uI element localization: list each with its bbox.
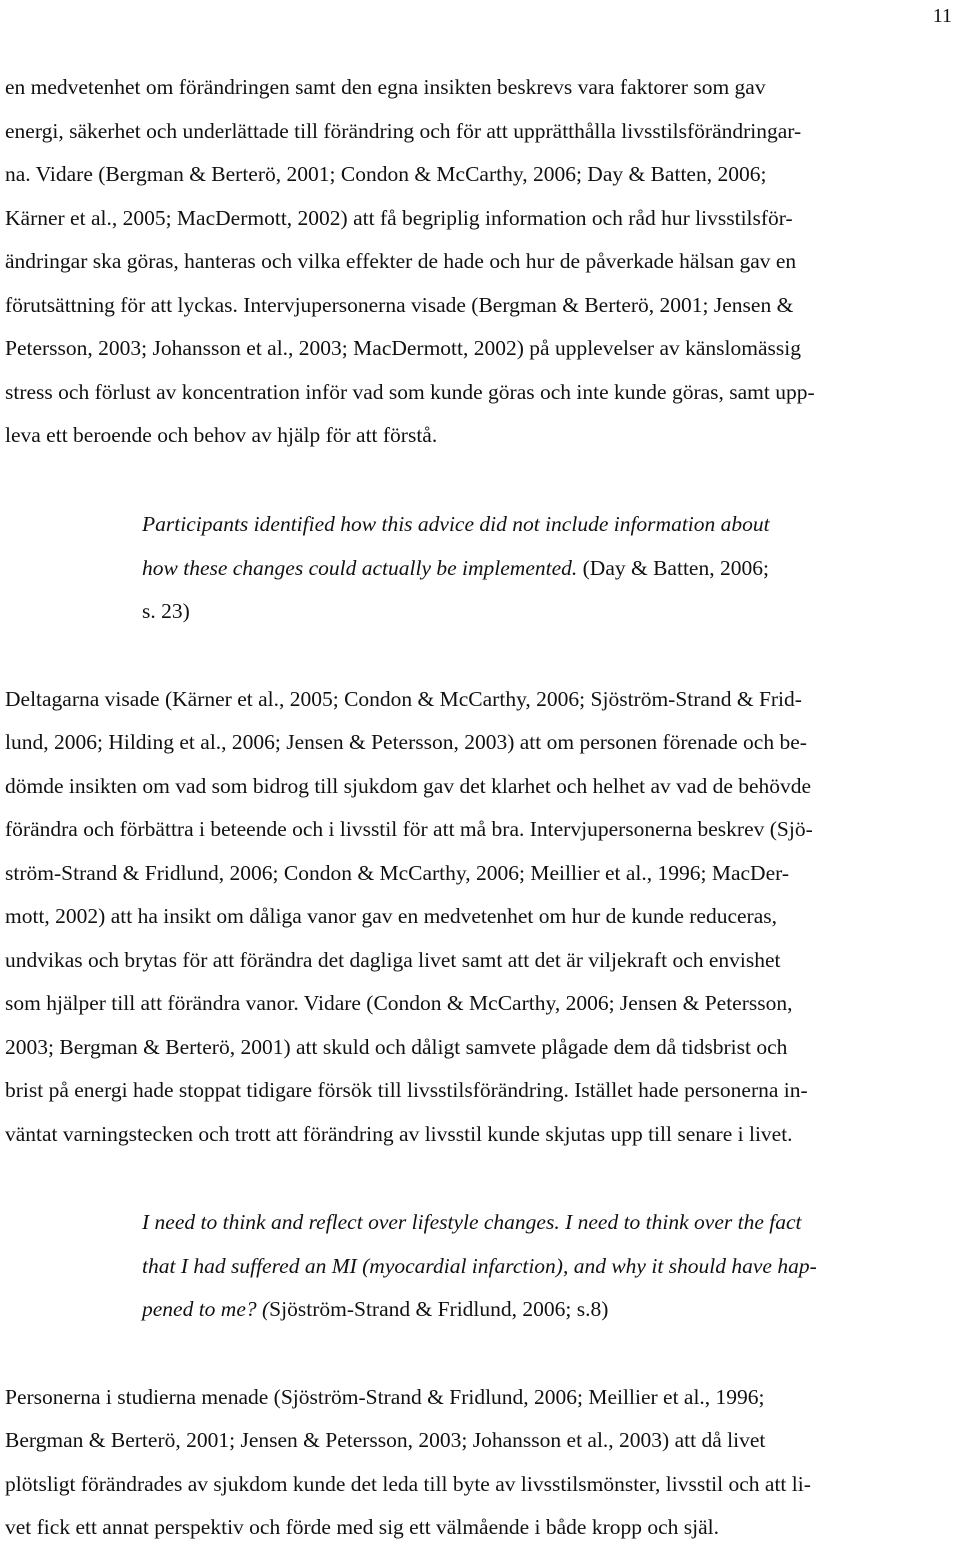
- text-line: en medvetenhet om förändringen samt den egna insikten beskrevs vara faktorer som gav: [5, 75, 766, 99]
- text-line: som hjälper till att förändra vanor. Vidare (Condon & McCarthy, 2006; Jensen & Petersson,: [5, 991, 793, 1015]
- text-line: plötsligt förändrades av sjukdom kunde det leda till byte av livsstilsmönster, livsstil och att li-: [5, 1472, 811, 1496]
- text-line: 2003; Bergman & Berterö, 2001) att skuld och dåligt samvete plågade dem då tidsbrist och: [5, 1035, 788, 1059]
- quote-line: [142, 509, 770, 539]
- text-line: undvikas och brytas för att förändra det dagliga livet samt att det är viljekraft och envishet: [5, 948, 781, 972]
- text-line: förändra och förbättra i beteende och i livsstil för att må bra. Intervjupersonerna beskrev (Sjö-: [5, 817, 813, 841]
- quote-text: Participants identified how this advice did not include information about: [142, 512, 770, 536]
- text-line: ändringar ska göras, hanteras och vilka effekter de hade och hur de påverkade hälsan gav en: [5, 249, 797, 273]
- text-line: förutsättning för att lyckas. Intervjupersonerna visade (Bergman & Berterö, 2001; Jensen &: [5, 293, 794, 317]
- text-line: leva ett beroende och behov av hjälp för att förstå.: [5, 423, 438, 447]
- quote-line: [142, 553, 769, 583]
- text-line: Bergman & Berterö, 2001; Jensen & Petersson, 2003; Johansson et al., 2003) att då livet: [5, 1428, 766, 1452]
- quote-line: [142, 1207, 802, 1237]
- text-line: brist på energi hade stoppat tidigare försök till livsstilsförändring. Istället hade personerna in-: [5, 1078, 808, 1102]
- text-line: Deltagarna visade (Kärner et al., 2005; Condon & McCarthy, 2006; Sjöström-Strand & Frid-: [5, 687, 802, 711]
- text-line: Petersson, 2003; Johansson et al., 2003; MacDermott, 2002) på upplevelser av känslomässig: [5, 336, 801, 360]
- quote-line: [142, 1251, 817, 1281]
- quote-text: how these changes could actually be implemented.: [142, 556, 578, 580]
- text-line: väntat varningstecken och trott att förändring av livsstil kunde skjutas upp till senare i livet.: [5, 1122, 793, 1146]
- quote-text: I need to think and reflect over lifestyle changes. I need to think over the fact: [142, 1210, 802, 1234]
- text-line: Personerna i studierna menade (Sjöström-Strand & Fridlund, 2006; Meillier et al., 1996;: [5, 1385, 765, 1409]
- quote-text: pened to me? (: [142, 1297, 270, 1321]
- text-line: vet fick ett annat perspektiv och förde med sig ett välmående i både kropp och själ.: [5, 1515, 720, 1539]
- quote-citation: Sjöström-Strand & Fridlund, 2006; s.8): [269, 1297, 609, 1321]
- text-line: Kärner et al., 2005; MacDermott, 2002) att få begriplig information och råd hur livsstilsför-: [5, 206, 793, 230]
- text-line: dömde insikten om vad som bidrog till sjukdom gav det klarhet och helhet av vad de behövde: [5, 774, 812, 798]
- quote-citation: (Day & Batten, 2006;: [577, 556, 769, 580]
- text-line: mott, 2002) att ha insikt om dåliga vanor gav en medvetenhet om hur de kunde reduceras,: [5, 904, 777, 928]
- text-line: na. Vidare (Bergman & Berterö, 2001; Condon & McCarthy, 2006; Day & Batten, 2006;: [5, 162, 767, 186]
- quote-line: [142, 596, 190, 626]
- text-line: lund, 2006; Hilding et al., 2006; Jensen & Petersson, 2003) att om personen förenade och be-: [5, 730, 807, 754]
- quote-citation: s. 23): [142, 599, 190, 623]
- page-number: 11: [932, 5, 952, 27]
- quote-text: that I had suffered an MI (myocardial infarction), and why it should have hap-: [142, 1254, 817, 1278]
- text-line: stress och förlust av koncentration inför vad som kunde göras och inte kunde göras, samt upp-: [5, 380, 815, 404]
- text-line: ström-Strand & Fridlund, 2006; Condon & McCarthy, 2006; Meillier et al., 1996; MacDer-: [5, 861, 790, 885]
- text-line: energi, säkerhet och underlättade till förändring och för att upprätthålla livsstilsförändringar-: [5, 119, 802, 143]
- quote-line: [142, 1294, 608, 1324]
